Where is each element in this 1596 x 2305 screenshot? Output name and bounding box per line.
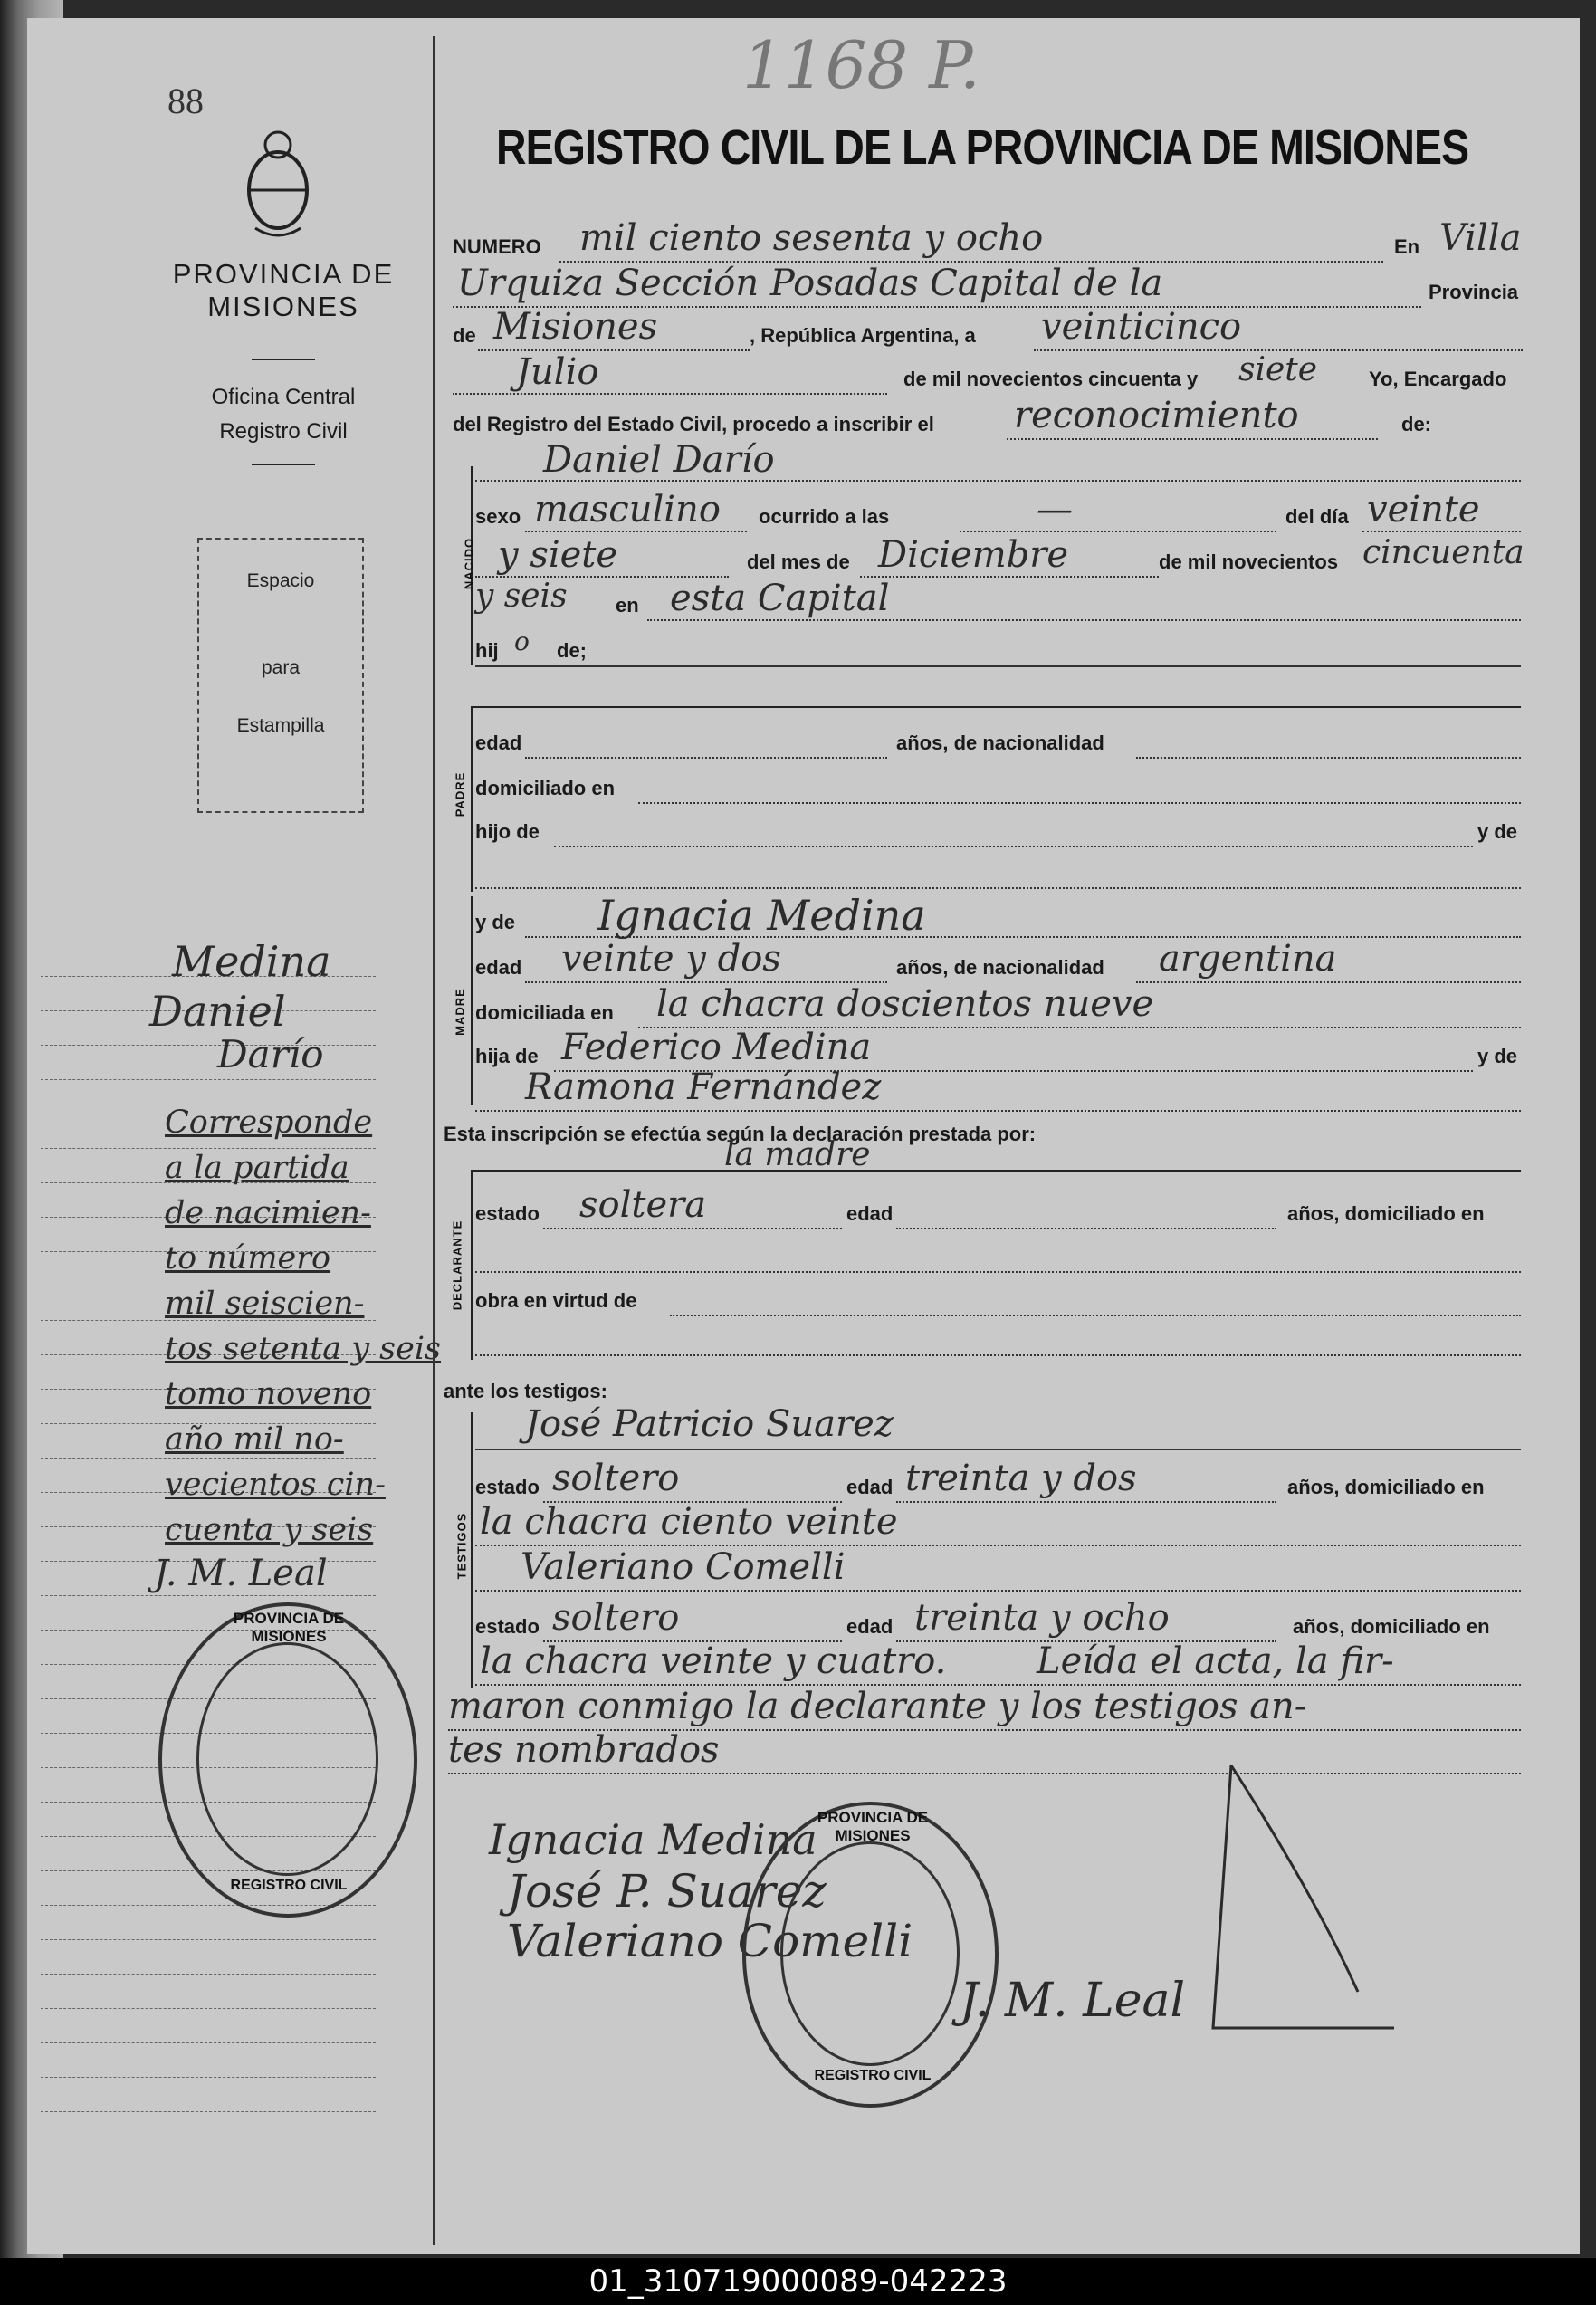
stamp-box-line3: Estampilla (236, 715, 325, 736)
signature-witness1: José P. Suarez (507, 1865, 827, 1918)
declarante-value: la madre (724, 1136, 871, 1173)
signature-witness2: Valeriano Comelli (507, 1915, 913, 1967)
margin-name2: Daniel (149, 987, 286, 1036)
closing-line2: maron conmigo la declarante y los testigos an- (448, 1686, 1307, 1727)
signature-flourish-icon (1177, 1756, 1412, 2046)
padre-dom-label: domiciliado en (475, 777, 616, 799)
seal-top-text: PROVINCIA DE MISIONES (233, 1610, 345, 1645)
page-number: 88 (167, 81, 204, 121)
office-line1: Oficina Central (211, 385, 356, 409)
republica-label: , República Argentina, a (750, 324, 976, 347)
de-label: de (453, 324, 476, 347)
dia-value2: y siete (498, 534, 618, 576)
official-seal-right (742, 1802, 999, 2108)
stamp-box-line2: para (261, 657, 301, 678)
en-value: Villa (1439, 217, 1522, 259)
seal-right-top-text: PROVINCIA DE MISIONES (817, 1809, 929, 1844)
margin-note-body: Corresponde a la partida de nacimien- to número mil seiscien- tos setenta y seis tomo noveno año mil no- vecientos cin- cuenta y seis (165, 1105, 442, 1548)
de2-label: de: (1401, 413, 1431, 435)
padre-hijo-de-label: hijo de (475, 820, 540, 843)
mother-nationality: argentina (1159, 938, 1337, 980)
witness2-estado: soltero (552, 1597, 680, 1639)
witness2-name: Valeriano Comelli (521, 1546, 846, 1588)
decl-estado-value: soltera (579, 1184, 707, 1226)
hijo-de-label: de; (557, 639, 587, 662)
padre-label: PADRE (453, 771, 467, 818)
w2-edad-label: edad (846, 1615, 894, 1638)
obra-label: obra en virtud de (475, 1289, 637, 1312)
declaracion-label: Esta inscripción se efectúa según la declaración prestada por: (444, 1123, 1037, 1145)
child-name: Daniel Darío (543, 439, 775, 481)
birth-year-value2: y seis (475, 578, 568, 615)
declarante-section-label: DECLARANTE (450, 1219, 464, 1311)
ocurrido-label: ocurrido a las (759, 505, 890, 528)
month-value: Julio (516, 351, 599, 393)
nacido-label: NACIDO (462, 537, 476, 590)
mother-mother: Ramona Fernández (525, 1066, 882, 1108)
coat-of-arms-icon (237, 127, 319, 244)
act-value: reconocimiento (1014, 395, 1299, 436)
seal-bottom-text: REGISTRO CIVIL (230, 1878, 348, 1893)
province-value: Misiones (493, 306, 658, 348)
margin-signature: J. M. Leal (154, 1553, 328, 1594)
hijo-value: o (514, 626, 530, 656)
footer-id: 01_310719000089-042223 (588, 2263, 1008, 2300)
sexo-label: sexo (475, 505, 521, 528)
del-dia-label: del día (1285, 505, 1349, 528)
margin-name3: Darío (217, 1032, 324, 1076)
place-value: Urquiza Sección Posadas Capital de la (457, 263, 1163, 304)
decl-estado-label: estado (475, 1202, 540, 1225)
office-line2: Registro Civil (219, 419, 348, 444)
mother-address: la chacra doscientos nueve (656, 983, 1154, 1025)
stamp-box-line1: Espacio (246, 570, 315, 591)
witness1-edad: treinta y dos (905, 1458, 1137, 1499)
witness2-address: la chacra veinte y cuatro. (480, 1640, 947, 1682)
madre-y-de-label: y de (475, 911, 516, 933)
decl-edad-label: edad (846, 1202, 894, 1225)
ocurrido-value: — (1037, 489, 1073, 531)
birth-year-value: cincuenta (1362, 534, 1524, 571)
w1-estado-label: estado (475, 1476, 540, 1498)
madre-edad-label: edad (475, 956, 522, 979)
stamp-space-box (197, 538, 364, 813)
en-label: En (1394, 235, 1420, 258)
testigos-intro: ante los testigos: (444, 1380, 607, 1402)
sexo-value: masculino (534, 489, 721, 531)
w2-anos-label: años, domiciliado en (1293, 1615, 1490, 1638)
w1-edad-label: edad (846, 1476, 894, 1498)
mother-age: veinte y dos (561, 938, 781, 980)
madre-nac-label: años, de nacionalidad (896, 956, 1104, 979)
hijo-label: hij (475, 639, 499, 662)
signature-declarant: Ignacia Medina (489, 1815, 817, 1864)
del-mes-label: del mes de (747, 550, 850, 573)
province-line1: PROVINCIA DE (172, 258, 395, 290)
mother-father: Federico Medina (561, 1027, 872, 1068)
witness2-edad: treinta y ocho (914, 1597, 1170, 1639)
mes-value: Diciembre (878, 534, 1069, 576)
padre-nac-label: años, de nacionalidad (896, 732, 1104, 754)
dia-value: veinte (1367, 489, 1480, 531)
registro-label: del Registro del Estado Civil, procedo a inscribir el (453, 413, 934, 435)
madre-hija-de-label: hija de (475, 1045, 539, 1067)
day-value: veinticinco (1041, 306, 1242, 348)
madre-label: MADRE (453, 988, 467, 1036)
witness1-name: José Patricio Suarez (525, 1403, 894, 1445)
provincia-label: Provincia (1429, 281, 1519, 303)
madre-y-de-label2: y de (1477, 1045, 1518, 1067)
closing-line3: tes nombrados (448, 1729, 720, 1771)
ref-number: 1168 P. (742, 27, 980, 103)
closing-line1: Leída el acta, la fir- (1037, 1640, 1394, 1682)
w1-anos-label: años, domiciliado en (1287, 1476, 1485, 1498)
mother-name: Ignacia Medina (597, 891, 926, 940)
en-label2: en (616, 594, 639, 617)
year-label: de mil novecientos cincuenta y (903, 368, 1199, 390)
year-value: siete (1238, 351, 1318, 388)
madre-dom-label: domiciliada en (475, 1001, 614, 1024)
signature-officer: J. M. Leal (960, 1974, 1186, 2028)
margin-name1: Medina (172, 937, 331, 986)
testigos-label: TESTIGOS (454, 1512, 469, 1580)
mil-nov-label: de mil novecientos (1159, 550, 1339, 573)
official-seal-left (158, 1602, 417, 1918)
birth-place-value: esta Capital (670, 578, 890, 619)
decl-anos-label: años, domiciliado en (1287, 1202, 1485, 1225)
numero-value: mil ciento sesenta y ocho (579, 217, 1044, 259)
numero-label: NUMERO (453, 235, 541, 258)
encargado-label: Yo, Encargado (1369, 368, 1507, 390)
w2-estado-label: estado (475, 1615, 540, 1638)
witness1-address: la chacra ciento veinte (480, 1501, 898, 1543)
witness1-estado: soltero (552, 1458, 680, 1499)
page-title: REGISTRO CIVIL DE LA PROVINCIA DE MISIONES (496, 120, 1469, 175)
province-line2: MISIONES (207, 291, 359, 322)
padre-edad-label: edad (475, 732, 522, 754)
padre-y-de-label: y de (1477, 820, 1518, 843)
seal-right-bottom-text: REGISTRO CIVIL (814, 2068, 932, 2083)
